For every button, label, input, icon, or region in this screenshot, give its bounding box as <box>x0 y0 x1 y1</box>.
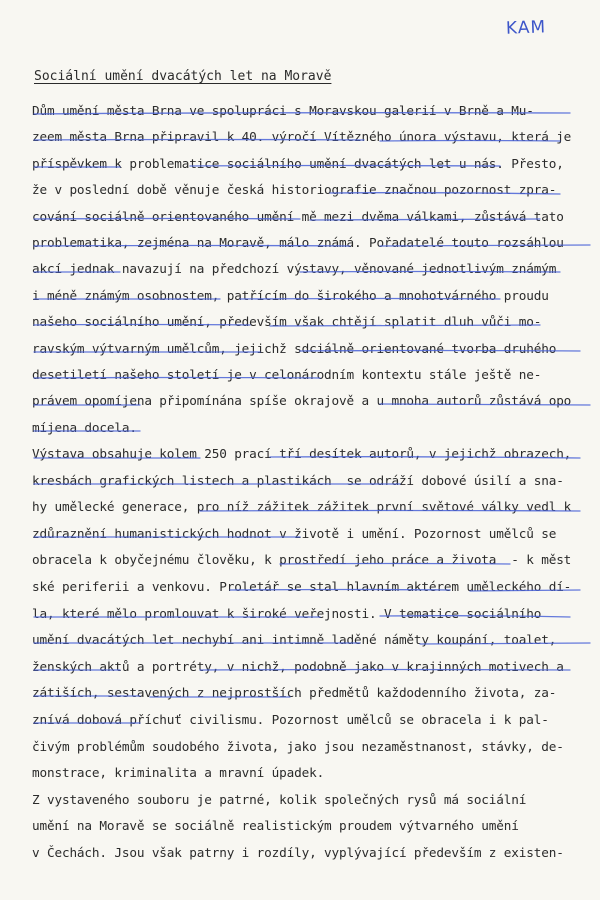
text-line: zeem města Brna připravil k 40. výročí Vítězného února výstavu, která je <box>32 129 572 145</box>
text-line: v Čechách. Jsou však patrny i rozdíly, vyplývající především z existen- <box>32 844 564 860</box>
text-line: znívá dobová příchuť civilismu. Pozornost umělců se obracela i k pal- <box>32 712 549 728</box>
text-line: že v poslední době věnuje česká historiografie značnou pozornost zpra- <box>32 182 557 198</box>
text-line: monstrace, kriminalita a mravní úpadek. <box>32 765 325 781</box>
text-line: zdůraznění humanistických hodnot v životě i umění. Pozornost umělců se <box>32 525 557 541</box>
handwritten-annotation: KAM <box>505 17 547 39</box>
text-line: příspěvkem k problematice sociálního umění dvacátých let u nás. Přesto, <box>32 155 564 171</box>
text-line: umění dvacátých let nechybí ani intimně laděné náměty koupání, toalet, <box>32 632 557 648</box>
text-line: obracela k obyčejnému člověku, k prostředí jeho práce a života - k měst <box>32 552 572 568</box>
text-line: akcí jednak navazují na předchozí výstavy, věnované jednotlivým známým <box>32 261 557 277</box>
text-line: desetiletí našeho století je v celonárodním kontextu stále ještě ne- <box>32 366 542 382</box>
text-line: cování sociálně orientovaného umění mě mezi dvěma válkami, zůstává tato <box>32 208 564 224</box>
document-title: Sociální umění dvacátých let na Moravě <box>34 69 332 84</box>
text-line: míjena docela. <box>32 419 137 435</box>
text-line: Z vystaveného souboru je patrné, kolik společných rysů má sociální <box>32 791 527 807</box>
text-line: problematika, zejména na Moravě, málo známá. Pořadatelé touto rozsáhlou <box>32 234 564 250</box>
text-line: umění na Moravě se sociálně realistickým proudem výtvarného umění <box>32 818 519 834</box>
text-line: právem opomíjena připomínána spíše okrajově a u mnoha autorů zůstává opo <box>32 393 572 409</box>
text-line: ravským výtvarným umělcům, jejichž sdciálně orientované tvorba druhého <box>32 340 557 356</box>
text-line: ské periferii a venkovu. Proletář se stal hlavním aktérem uměleckého dí- <box>32 579 572 595</box>
text-line: Výstava obsahuje kolem 250 prací tří desítek autorů, v jejichž obrazech, <box>32 446 572 462</box>
document-body <box>32 98 600 867</box>
text-line: Dům umění města Brna ve spolupráci s Moravskou galerií v Brně a Mu- <box>32 103 534 118</box>
text-line: zátiších, sestavených z nejprostších předmětů každodenního života, za- <box>32 685 557 701</box>
text-line: kresbách grafických listech a plastikách se odráží dobové úsilí a sna- <box>32 472 564 488</box>
text-line: la, které mělo promlouvat k široké veřejnosti. V tematice sociálního <box>32 605 542 621</box>
text-line: i méně známým osobnostem, patřícím do širokého a mnohotvárného proudu <box>32 287 549 303</box>
text-line: čivým problémům soudobého života, jako jsou nezaměstnanost, stávky, de- <box>32 738 564 754</box>
text-line: hy umělecké generace, pro níž zážitek zážitek první světové války vedl k <box>32 499 572 515</box>
text-line: ženských aktů a portréty, v nichž, podobně jako v krajinných motivech a <box>32 658 564 674</box>
text-line: našeho sociálního umění, především však chtějí splatit dluh vůči mo- <box>32 314 542 330</box>
